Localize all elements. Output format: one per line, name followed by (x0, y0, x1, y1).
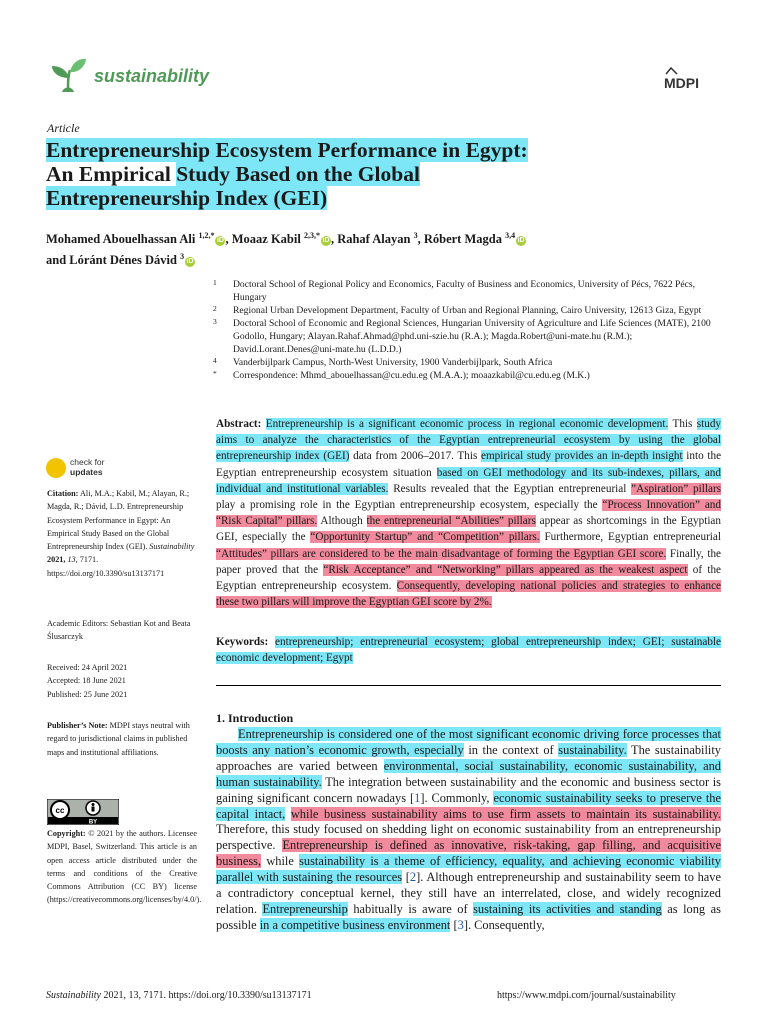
svg-text:cc: cc (55, 806, 65, 815)
publisher-note: Publisher’s Note: MDPI stays neutral with regard to jurisdictional claims in published maps and institutional affiliations. (47, 721, 190, 757)
published-date: Published: 25 June 2021 (47, 689, 128, 699)
mdpi-logo-icon[interactable] (662, 66, 720, 92)
title-part-2b: Study Based on the Global (176, 162, 420, 186)
title-part-2a: An Empirical (46, 162, 171, 186)
author-affil-sup: 3 (413, 231, 418, 240)
sustainability-logo-icon (48, 56, 88, 96)
copyright-block: Copyright: © 2021 by the authors. Licensee MDPI, Basel, Switzerland. This article is an open access article distributed under the terms and conditions of the Creative Commons Attribution (CC BY) license (https://creativecommons.org/licenses/by/4.0/). (47, 829, 202, 905)
affiliation-item: 2 Regional Urban Development Department, Faculty of Urban and Regional Planning, Cairo University, 12613 Giza, Egypt (213, 304, 702, 316)
received-date: Received: 24 April 2021 (47, 663, 128, 672)
author-affil-sup: 3 (180, 252, 185, 262)
accepted-date: Accepted: 18 June 2021 (47, 676, 126, 686)
check-updates-line1: check for (70, 457, 105, 467)
affiliations (213, 278, 723, 382)
citation-link[interactable]: 3 (457, 917, 464, 932)
title-part-3: Entrepreneurship Index (GEI) (46, 186, 328, 210)
footer-journal-url[interactable]: https://www.mdpi.com/journal/sustainability (497, 990, 676, 1001)
affiliation-item: * Correspondence: Mhmd_abouelhassan@cu.edu.eg (M.A.A.); moaazkabil@cu.edu.eg (M.K.) (213, 369, 590, 381)
author-name: Rahaf Alayan (337, 232, 411, 247)
author-affil-sup: 2,3,* (303, 231, 320, 240)
publication-dates (47, 661, 197, 701)
section-divider (216, 685, 721, 686)
author-name: Lóránt Dénes Dávid (69, 253, 177, 268)
article-type: Article (47, 121, 80, 135)
cc-by-label: BY (88, 819, 98, 825)
check-for-updates-button[interactable] (46, 455, 116, 483)
check-updates-line2: updates (70, 467, 103, 477)
orcid-icon[interactable]: iD (517, 237, 525, 245)
keywords (216, 634, 721, 666)
orcid-icon[interactable]: iD (322, 237, 330, 245)
introduction-paragraph: Entrepreneurship is considered one of the most significant economic driving force processes that boosts any nation’s economic growth, especially in the context of sustainability. The sustainability approaches are varied between environmental, social sustainability, economic sustainability, and human sustainability. The integration between sustainability and the economic and business sector is gaining significant concern nowadays [1]. Commonly, economic sustainability seeks to preserve the capital intact, while business sustainability aims to use firm assets to maintain its sustainability. Therefore, this study focused on shedding light on economic sustainability from an entrepreneurship perspective. Entrepreneurship is defined as innovative, risk-taking, gap filling, and acquisitive business, while sustainability is a theme of efficiency, equality, and achieving economic viability parallel with sustaining the resources [2]. Although entrepreneurship and sustainability seem to have a contradictory conceptual kernel, they still have an interrelated, close, and widely recognized relation. Entrepreneurship habitually is aware of sustaining its activities and standing as long as possible in a competitive business environment [3]. Consequently, (216, 727, 722, 932)
citation-link[interactable]: 2 (409, 870, 417, 885)
citation-doi-link[interactable]: 7171. https://doi.org/10.3390/su13137171 (47, 555, 165, 578)
orcid-icon[interactable]: iD (216, 237, 224, 245)
journal-name[interactable]: sustainability (94, 66, 210, 86)
citation-link[interactable]: 1 (414, 790, 421, 805)
footer-citation: Sustainability 2021, 13, 7171. https://doi.org/10.3390/su13137171 (46, 990, 312, 1001)
author-conjunction: and (46, 253, 67, 268)
orcid-icon[interactable]: iD (186, 258, 194, 266)
cc-by-license-icon[interactable] (47, 799, 119, 825)
check-updates-icon (46, 458, 66, 478)
citation-block: Citation: Ali, M.A.; Kabil, M.; Alayan, R.; Magda, R.; Dávid, L.D. Entrepreneurship Ecosystem Performance in Egypt: An Empirical Study Based on the Global Entrepreneurship Index (GEI). Sustainability 2021, 13, 7171. https://doi.org/10.3390/su13137171 (47, 489, 195, 578)
affiliation-item: 3 Doctoral School of Economic and Regional Sciences, Hungarian University of Agriculture and Life Sciences (MATE), 2100 Godollo, Hungary; Alayan.Rahaf.Ahmad@phd.uni-szie.hu (R.A.); Magda.Robert@uni-mate.hu (R.M.); David.Lorant.Denes@uni-mate.hu (L.D.D.) (213, 317, 711, 355)
abstract: Abstract: Entrepreneurship is a significant economic process in regional economic development. This study aims to analyze the characteristics of the Egyptian entrepreneurial ecosystem by using the global entrepreneurship index (GEI) data from 2006–2017. This empirical study provides an in-depth insight into the Egyptian entrepreneurship ecosystem situation based on GEI methodology and its sub-indexes, pillars, and individual and institutional variables. Results revealed that the Egyptian entrepreneurial ”Aspiration” pillars play a promising role in the Egyptian entrepreneurship ecosystem, especially the “Process Innovation” and “Risk Capital” pillars. Although the entrepreneurial “Abilities” pillars appear as shortcomings in the Egyptian GEI, especially the “Opportunity Startup” and “Competition” pillars. Furthermore, Egyptian entrepreneurial “Attitudes” pillars are considered to be the main disadvantage of forming the Egyptian GEI score. Finally, the paper proved that the “Risk Acceptance” and “Networking” pillars appeared as the weakest aspect of the Egyptian entrepreneurship ecosystem. Consequently, developing national policies and strategies to enhance these two pillars will improve the Egyptian GEI score by 2%. (216, 418, 722, 609)
author-list: Mohamed Abouelhassan Ali $^{1,2,*}$iD , Moaaz Kabil $^{2,3,*}$iD , Rahaf Alayan $^3$, Róbert Magda $^{3,4}$iD and Lóránt Dénes Dávid $^3$iD (46, 231, 525, 268)
author-name: Mohamed Abouelhassan Ali (46, 232, 196, 247)
affiliation-item: 1 Doctoral School of Regional Policy and Economics, Faculty of Business and Economics, University of Pécs, 7622 Pécs, Hungary (213, 278, 696, 303)
abstract-label: Abstract: (216, 418, 262, 430)
author-name: Róbert Magda (423, 232, 502, 247)
author-affil-sup: 3,4 (505, 231, 516, 240)
publisher-name: MDPI (664, 75, 699, 91)
academic-editors: Academic Editors: Sebastian Kot and Beata Ślusarczyk (47, 619, 191, 642)
keywords-label: Keywords: (216, 636, 269, 648)
author-name: Moaaz Kabil (231, 232, 301, 247)
section-heading: 1. Introduction (216, 711, 294, 725)
affiliation-item: 4 Vanderbijlpark Campus, North-West University, 1900 Vanderbijlpark, South Africa (213, 356, 553, 368)
keywords-text: entrepreneurship; entrepreneurial ecosystem; global entrepreneurship index; GEI; sustainable economic development; Egypt (216, 636, 722, 665)
page-title (46, 138, 626, 210)
author-affil-sup: 1,2,* (198, 231, 215, 240)
title-part-1: Entrepreneurship Ecosystem Performance in Egypt: (46, 138, 528, 162)
